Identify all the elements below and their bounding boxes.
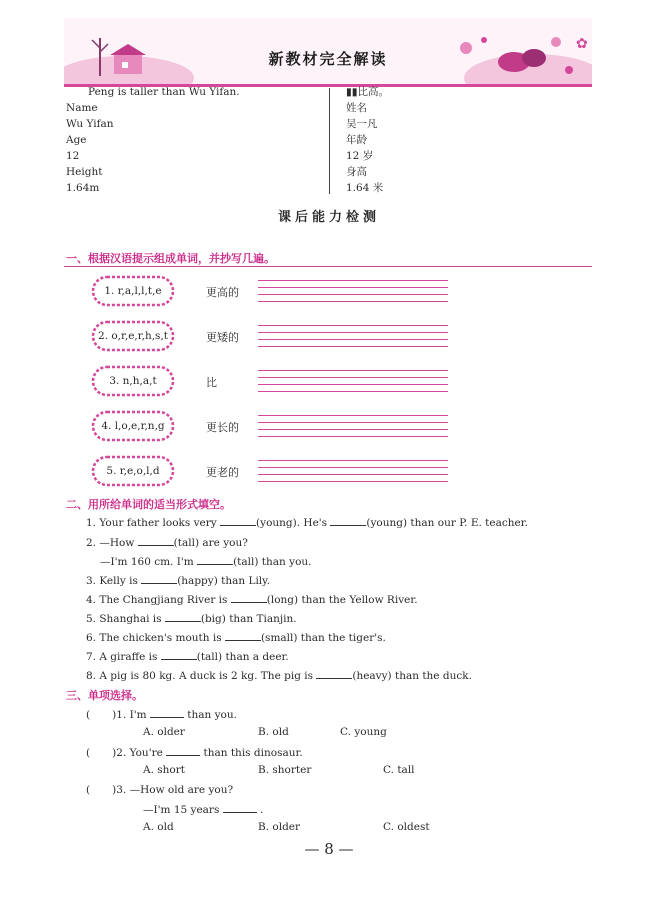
option[interactable]: A. older bbox=[143, 726, 185, 738]
svg-text:✿: ✿ bbox=[576, 36, 588, 52]
part3-heading: 三、单项选择。 bbox=[66, 689, 143, 702]
question-line bbox=[143, 802, 263, 816]
chinese-hint: 比 bbox=[206, 376, 217, 389]
answer-paren-open: ( bbox=[86, 784, 91, 796]
writing-line[interactable] bbox=[258, 287, 448, 288]
question-number: 1. bbox=[116, 709, 127, 721]
letter-box bbox=[90, 319, 176, 353]
intro-left-cell: 12 bbox=[66, 150, 80, 162]
answer-paren-close: ) bbox=[112, 784, 117, 796]
writing-line[interactable] bbox=[258, 467, 448, 468]
question bbox=[100, 554, 311, 568]
intro-left-cell: 1.64m bbox=[66, 182, 100, 194]
intro-right-cell: 1.64 米 bbox=[346, 182, 384, 194]
answer-slot[interactable] bbox=[90, 783, 112, 793]
answer-blank[interactable] bbox=[141, 573, 177, 584]
question-text: (tall) than a deer. bbox=[196, 651, 289, 663]
answer-paren-open: ( bbox=[86, 747, 91, 759]
writing-line[interactable] bbox=[258, 429, 448, 430]
question-text: (long) than the Yellow River. bbox=[266, 594, 418, 606]
option[interactable]: C. oldest bbox=[383, 821, 430, 833]
question-text: than this dinosaur. bbox=[200, 747, 303, 759]
writing-line[interactable] bbox=[258, 391, 448, 392]
question-number: 2. bbox=[116, 747, 127, 759]
choice-question bbox=[86, 707, 237, 721]
question bbox=[86, 515, 528, 529]
scrambled-letters: 2. o,r,e,r,h,s,t bbox=[97, 330, 169, 342]
question-text: 4. The Changjiang River is bbox=[86, 594, 231, 606]
intro-left-cell: Name bbox=[66, 102, 98, 114]
part1-rule bbox=[64, 266, 592, 267]
question-text: 3. Kelly is bbox=[86, 575, 142, 587]
question-text: 8. A pig is 80 kg. A duck is 2 kg. The pig is bbox=[86, 670, 317, 682]
answer-slot[interactable] bbox=[90, 708, 112, 718]
header-title: 新教材完全解读 bbox=[268, 50, 388, 68]
intro-left-cell: Wu Yifan bbox=[66, 118, 114, 130]
chinese-hint: 更高的 bbox=[206, 286, 239, 299]
question-text: (tall) than you. bbox=[233, 556, 312, 568]
question-text: than you. bbox=[183, 709, 237, 721]
question-text: —How old are you? bbox=[129, 784, 234, 796]
answer-blank bbox=[150, 707, 184, 718]
question-text: (small) than the tiger's. bbox=[260, 632, 386, 644]
writing-line[interactable] bbox=[258, 346, 448, 347]
chinese-hint: 更老的 bbox=[206, 466, 239, 479]
answer-blank[interactable] bbox=[316, 668, 352, 679]
chinese-hint: 更长的 bbox=[206, 421, 239, 434]
question-text: 5. Shanghai is bbox=[86, 613, 165, 625]
intro-right-column bbox=[346, 100, 383, 196]
question-text: 6. The chicken's mouth is bbox=[86, 632, 225, 644]
choice-question bbox=[86, 745, 303, 759]
question bbox=[86, 573, 270, 587]
question-text: I'm bbox=[129, 709, 150, 721]
writing-line[interactable] bbox=[258, 377, 448, 378]
section-title-wrap bbox=[0, 206, 658, 225]
section-title: 课后能力检测 bbox=[277, 210, 380, 225]
intro-left-cell: Height bbox=[66, 166, 103, 178]
header-banner bbox=[64, 18, 592, 84]
part1-heading: 一、根据汉语提示组成单词，并抄写几遍。 bbox=[66, 252, 275, 265]
writing-line[interactable] bbox=[258, 301, 448, 302]
writing-line[interactable] bbox=[258, 280, 448, 281]
letter-box bbox=[90, 409, 176, 443]
question-text: . bbox=[256, 804, 264, 816]
question-text: 2. —How bbox=[86, 537, 138, 549]
answer-blank[interactable] bbox=[225, 630, 261, 641]
question-text: 7. A giraffe is bbox=[86, 651, 161, 663]
scrambled-letters: 3. n,h,a,t bbox=[109, 375, 157, 387]
intro-top-right: ▮▮比高。 bbox=[346, 86, 390, 98]
question-text: (tall) are you? bbox=[173, 537, 248, 549]
part2-heading: 二、用所给单词的适当形式填空。 bbox=[66, 498, 231, 511]
writing-line[interactable] bbox=[258, 325, 448, 326]
question-text: (big) than Tianjin. bbox=[200, 613, 297, 625]
letter-box bbox=[90, 364, 176, 398]
letter-box bbox=[90, 274, 176, 308]
answer-blank bbox=[166, 745, 200, 756]
question-text: —I'm 15 years bbox=[143, 804, 223, 816]
answer-blank[interactable] bbox=[138, 535, 174, 546]
intro-left-cell: Age bbox=[66, 134, 87, 146]
question-text: (young). He's bbox=[256, 517, 331, 529]
intro-right-cell: 身高 bbox=[346, 166, 367, 178]
writing-line[interactable] bbox=[258, 339, 448, 340]
answer-blank[interactable] bbox=[330, 515, 366, 526]
option[interactable]: B. older bbox=[258, 821, 301, 833]
letter-box bbox=[90, 454, 176, 488]
writing-line[interactable] bbox=[258, 384, 448, 385]
question-text: —I'm 160 cm. I'm bbox=[100, 556, 198, 568]
writing-line[interactable] bbox=[258, 422, 448, 423]
writing-line[interactable] bbox=[258, 294, 448, 295]
intro-right-cell: 吴一凡 bbox=[346, 118, 378, 130]
option[interactable]: C. tall bbox=[383, 764, 415, 776]
question-text: 1. Your father looks very bbox=[86, 517, 221, 529]
question bbox=[86, 649, 289, 663]
answer-blank[interactable] bbox=[161, 649, 197, 660]
option[interactable]: A. old bbox=[143, 821, 174, 833]
intro-right-cell: 12 岁 bbox=[346, 150, 374, 162]
answer-slot[interactable] bbox=[90, 746, 112, 756]
option[interactable]: B. old bbox=[258, 726, 289, 738]
scrambled-letters: 5. r,e,o,l,d bbox=[106, 465, 160, 477]
question bbox=[86, 668, 472, 682]
answer-blank bbox=[223, 802, 257, 813]
table-divider bbox=[329, 88, 330, 194]
question-number: 3. bbox=[116, 784, 127, 796]
question-text: You're bbox=[129, 747, 167, 759]
intro-right-cell: 姓名 bbox=[346, 102, 367, 114]
question bbox=[86, 611, 297, 625]
scrambled-letters: 1. r,a,l,l,t,e bbox=[104, 285, 162, 297]
answer-blank[interactable] bbox=[165, 611, 201, 622]
intro-left-column bbox=[66, 100, 113, 196]
writing-line[interactable] bbox=[258, 436, 448, 437]
question bbox=[86, 592, 418, 606]
writing-line[interactable] bbox=[258, 370, 448, 371]
page-number: — 8 — bbox=[304, 840, 354, 858]
answer-blank[interactable] bbox=[231, 592, 267, 603]
intro-top-left: Peng is taller than Wu Yifan. bbox=[88, 86, 240, 98]
writing-line[interactable] bbox=[258, 474, 448, 475]
option[interactable]: B. shorter bbox=[258, 764, 312, 776]
answer-blank[interactable] bbox=[220, 515, 256, 526]
question bbox=[86, 630, 386, 644]
writing-line[interactable] bbox=[258, 415, 448, 416]
question-text: (heavy) than the duck. bbox=[352, 670, 472, 682]
option[interactable]: A. short bbox=[143, 764, 185, 776]
scrambled-letters: 4. l,o,e,r,n,g bbox=[101, 420, 165, 432]
writing-line[interactable] bbox=[258, 460, 448, 461]
answer-paren-close: ) bbox=[112, 747, 117, 759]
answer-blank[interactable] bbox=[197, 554, 233, 565]
answer-paren-open: ( bbox=[86, 709, 91, 721]
choice-question bbox=[86, 783, 233, 796]
question-text: (young) than our P. E. teacher. bbox=[366, 517, 528, 529]
question-text: (happy) than Lily. bbox=[177, 575, 271, 587]
writing-line[interactable] bbox=[258, 332, 448, 333]
chinese-hint: 更矮的 bbox=[206, 331, 239, 344]
option[interactable]: C. young bbox=[340, 726, 387, 738]
answer-paren-close: ) bbox=[112, 709, 117, 721]
question bbox=[86, 535, 248, 549]
writing-line[interactable] bbox=[258, 481, 448, 482]
intro-right-cell: 年龄 bbox=[346, 134, 367, 146]
